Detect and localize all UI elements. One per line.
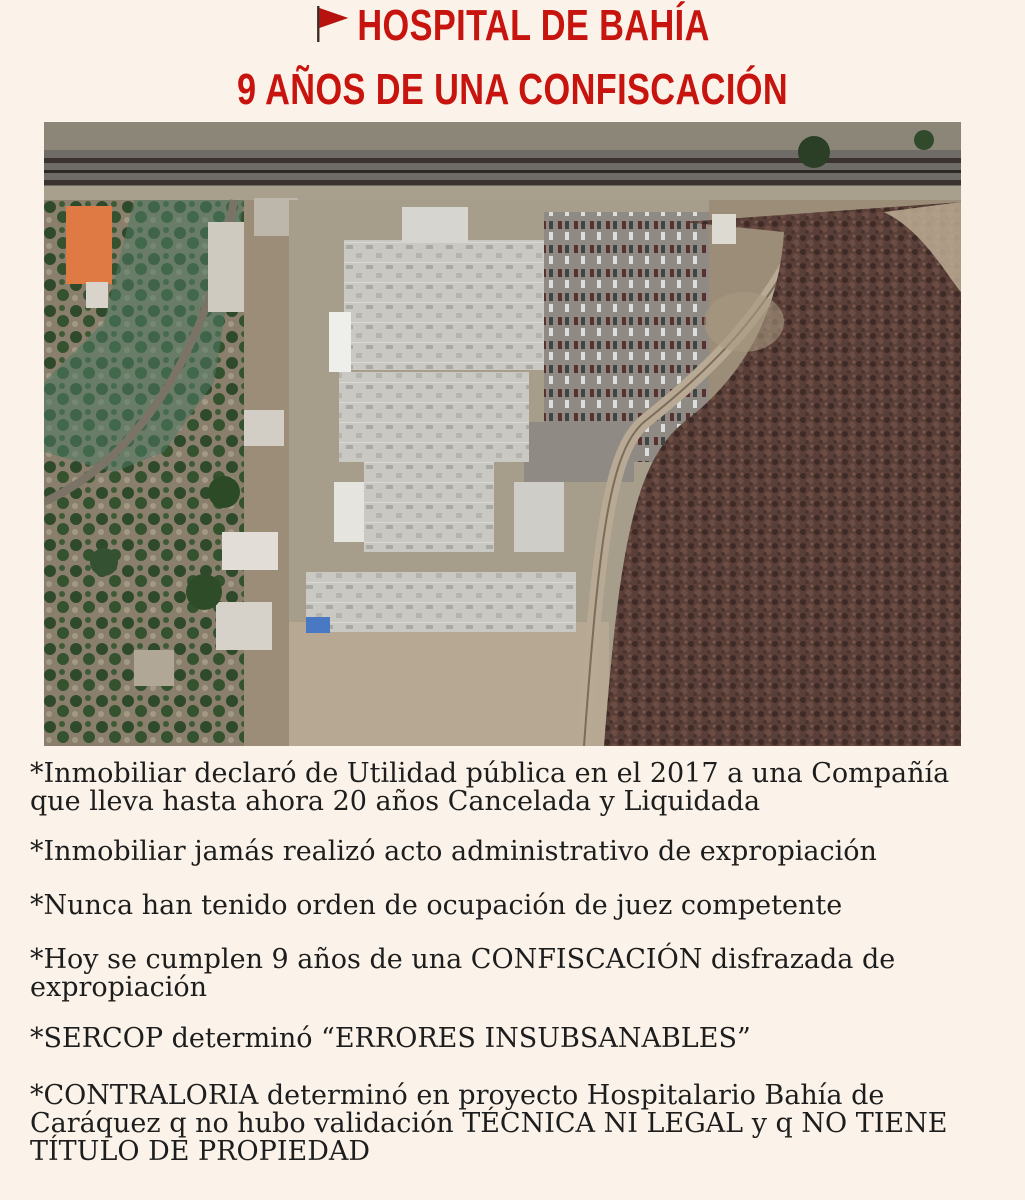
bullet-confiscacion: *Hoy se cumplen 9 años de una CONFISCACIÓN disfrazada de expropiación (30, 944, 896, 1003)
bullet-no-orden-juez: *Nunca han tenido orden de ocupación de juez competente (30, 890, 843, 921)
satellite-image (44, 122, 961, 746)
page-title: HOSPITAL DE BAHÍA (357, 1, 710, 50)
bullet-sercop: *SERCOP determinó “ERRORES INSUBSANABLES” (30, 1023, 751, 1054)
bullet-utilidad-publica: *Inmobiliar declaró de Utilidad pública en el 2017 a una Compañía que lleva hasta ahora 20 años Cancelada y Liquidada (30, 758, 950, 817)
red-pennant-flag-icon (315, 4, 349, 44)
bullet-contraloria: *CONTRALORIA determinó en proyecto Hospitalario Bahía de Caráquez q no hubo validación TÉCNICA NI LEGAL y q NO TIENE TÍTULO DE PROPIEDAD (30, 1080, 948, 1167)
page-subtitle: 9 AÑOS DE UNA CONFISCACIÓN (236, 65, 789, 114)
bullet-no-expropiacion: *Inmobiliar jamás realizó acto administrativo de expropiación (30, 836, 877, 867)
title-line-1 (113, 0, 913, 52)
